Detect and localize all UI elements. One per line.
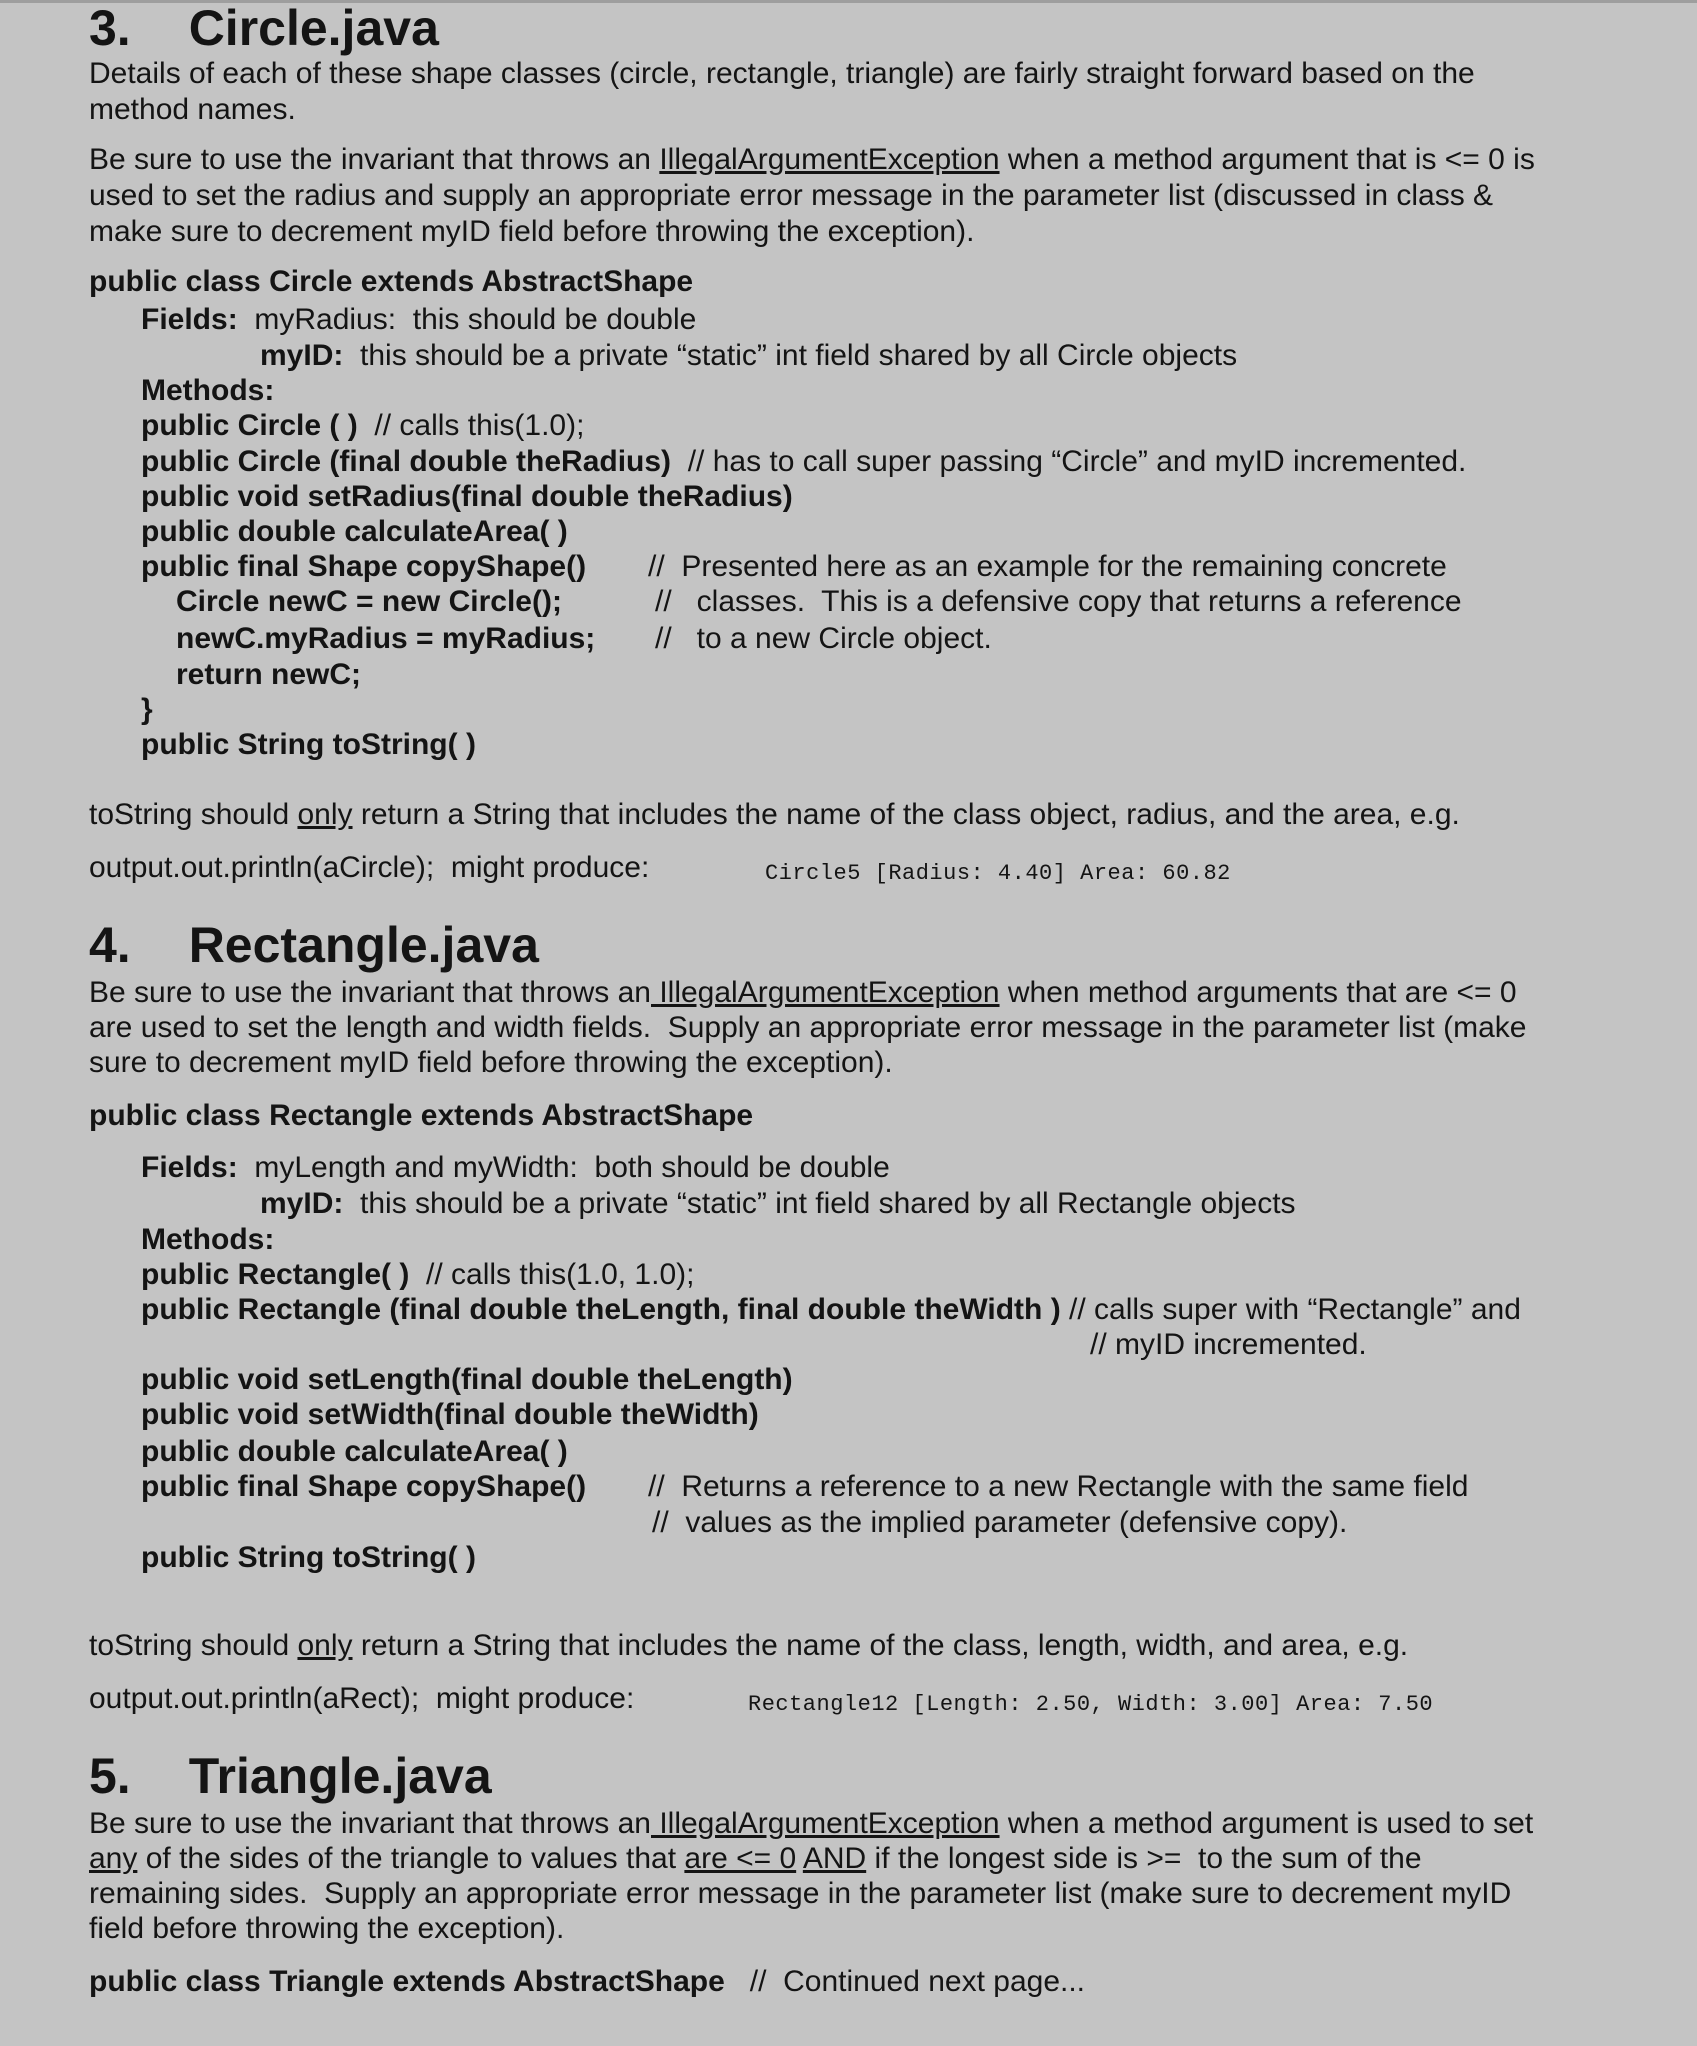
s4-m1-comment: // calls this(1.0, 1.0); [409,1258,695,1291]
s5-space [796,1842,803,1875]
s4-fields-line1 [141,1150,890,1186]
s4-method-ctor-full [141,1292,1521,1328]
s4-m2-comment-line2: // myID incremented. [1090,1328,1367,1361]
s4-comment-line1: // Returns a reference to a new Rectangle with the same field [648,1470,1469,1503]
s3-invariant-pre: Be sure to use the invariant that throws an [89,143,660,176]
s3-output-example: Circle5 [Radius: 4.40] Area: 60.82 [765,861,1231,886]
s5-invariant-post: when a method argument is used to set [999,1807,1534,1840]
s4-invariant-line2: are used to set the length and width fields. Supply an appropriate error message in the parameter list (make [89,1011,1527,1044]
s4-method-ctor-default [141,1257,694,1293]
s4-m2-sig: public Rectangle (final double theLength, final double theWidth ) [141,1293,1061,1326]
s3-code-brace: } [141,693,153,726]
s3-fields-line2 [260,338,1237,374]
s4-exception-link[interactable]: IllegalArgumentException [651,976,1000,1009]
s4-invariant-pre: Be sure to use the invariant that throws an [89,976,651,1009]
s3-comment-line3: // to a new Circle object. [655,622,992,655]
s5-post: if the longest side is >= to the sum of the [866,1842,1422,1875]
s4-method-calculatearea: public double calculateArea( ) [141,1435,568,1468]
s4-fields-line2 [260,1186,1296,1222]
s4-invariant-post: when method arguments that are <= 0 [999,976,1517,1009]
s5-class-declaration-line [89,1964,1085,2000]
s4-invariant-line3: sure to decrement myID field before throwing the exception). [89,1046,893,1079]
s3-tostring-only: only [297,798,353,831]
s3-field-myid-desc: this should be a private “static” int field shared by all Circle objects [343,339,1238,372]
section-4-heading [89,917,539,973]
s3-invariant-line1 [89,142,1535,178]
s3-m1-sig: public Circle ( ) [141,409,358,442]
s4-method-setwidth: public void setWidth(final double theWidth) [141,1398,759,1431]
s4-invariant-line1 [89,975,1517,1011]
s3-method-calculatearea: public double calculateArea( ) [141,515,568,548]
section-3-heading [89,0,439,56]
s4-output-label: output.out.println(aRect); might produce: [89,1682,635,1715]
s3-invariant-post: when a method argument that is <= 0 is [999,143,1535,176]
s3-invariant-line2: used to set the radius and supply an appropriate error message in the parameter list (discussed in class & [89,179,1494,212]
s5-class-declaration: public class Triangle extends AbstractShape [89,1965,725,1998]
s3-code-line2: newC.myRadius = myRadius; [176,622,596,655]
s3-intro-line1: Details of each of these shape classes (circle, rectangle, triangle) are fairly straight forward based on the [89,57,1475,90]
s4-m1-sig: public Rectangle( ) [141,1258,410,1291]
s4-tostring-post: return a String that includes the name of the class, length, width, and area, e.g. [352,1629,1409,1662]
s4-field-myid-name: myID: [260,1187,344,1220]
s4-output-example: Rectangle12 [Length: 2.50, Width: 3.00] Area: 7.50 [748,1692,1434,1717]
s5-exception-link[interactable]: IllegalArgumentException [651,1807,1000,1840]
s5-invariant-pre: Be sure to use the invariant that throws an [89,1807,651,1840]
s4-class-declaration: public class Rectangle extends AbstractShape [89,1099,754,1132]
s3-code-line3: return newC; [176,658,362,691]
section-3-title: Circle.java [188,0,439,56]
section-5-heading [89,1748,492,1804]
s3-methods-label: Methods: [141,374,275,407]
s3-m2-sig: public Circle (final double theRadius) [141,445,672,478]
s3-output-label: output.out.println(aCircle); might produce: [89,851,650,884]
s3-invariant-line3: make sure to decrement myID field before throwing the exception). [89,215,975,248]
s3-method-ctor-radius [141,444,1466,480]
s5-mid: of the sides of the triangle to values that [137,1842,685,1875]
section-5-number: 5. [89,1748,131,1804]
s4-m2-comment: // calls super with “Rectangle” and [1060,1293,1521,1326]
s4-fields-label: Fields: [141,1151,238,1184]
s4-field-myid-desc: this should be a private “static” int field shared by all Rectangle objects [343,1187,1296,1220]
s4-method-tostring: public String toString( ) [141,1541,476,1574]
s5-and: AND [802,1842,867,1875]
s3-field-myid-name: myID: [260,339,344,372]
s3-fields-line1 [141,302,696,338]
s3-method-copyshape: public final Shape copyShape() [141,550,587,583]
s4-method-copyshape: public final Shape copyShape() [141,1470,587,1503]
s3-code-line1: Circle newC = new Circle(); [176,585,562,618]
s3-tostring-pre: toString should [89,798,298,831]
s5-invariant-line1 [89,1806,1533,1842]
s5-invariant-line4: field before throwing the exception). [89,1912,565,1945]
section-3-number: 3. [89,0,131,56]
s5-invariant-line3: remaining sides. Supply an appropriate error message in the parameter list (make sure to decrement myID [89,1877,1512,1910]
s5-continued-note: // Continued next page... [724,1965,1086,1998]
s3-method-ctor-default [141,408,584,444]
s4-field-length-width: myLength and myWidth: both should be double [254,1151,890,1184]
s3-fields-label: Fields: [141,303,238,336]
s4-tostring-only: only [297,1629,353,1662]
s5-any: any [89,1842,138,1875]
section-4-title: Rectangle.java [188,917,539,973]
s3-tostring-post: return a String that includes the name of the class object, radius, and the area, e.g. [352,798,1460,831]
s5-le-zero: are <= 0 [684,1842,797,1875]
s3-comment-line1: // Presented here as an example for the remaining concrete [648,550,1447,583]
s3-m1-comment: // calls this(1.0); [357,409,585,442]
s4-comment-line2: // values as the implied parameter (defensive copy). [652,1506,1348,1539]
section-5-title: Triangle.java [188,1748,492,1804]
s3-method-setradius: public void setRadius(final double theRadius) [141,480,793,513]
section-4-number: 4. [89,917,131,973]
s4-tostring-pre: toString should [89,1629,298,1662]
s4-method-setlength: public void setLength(final double theLength) [141,1363,793,1396]
s3-comment-line2: // classes. This is a defensive copy that returns a reference [655,585,1462,618]
s3-m2-comment: // has to call super passing “Circle” and myID incremented. [671,445,1467,478]
s3-tostring-desc [89,797,1460,833]
s3-field-radius: myRadius: this should be double [254,303,697,336]
s3-exception-link[interactable]: IllegalArgumentException [659,143,1000,176]
s4-tostring-desc [89,1628,1408,1664]
s3-intro-line2: method names. [89,93,296,126]
s3-method-tostring: public String toString( ) [141,728,476,761]
s3-class-declaration: public class Circle extends AbstractShape [89,265,694,298]
s4-methods-label: Methods: [141,1223,275,1256]
s5-invariant-line2 [89,1841,1422,1877]
